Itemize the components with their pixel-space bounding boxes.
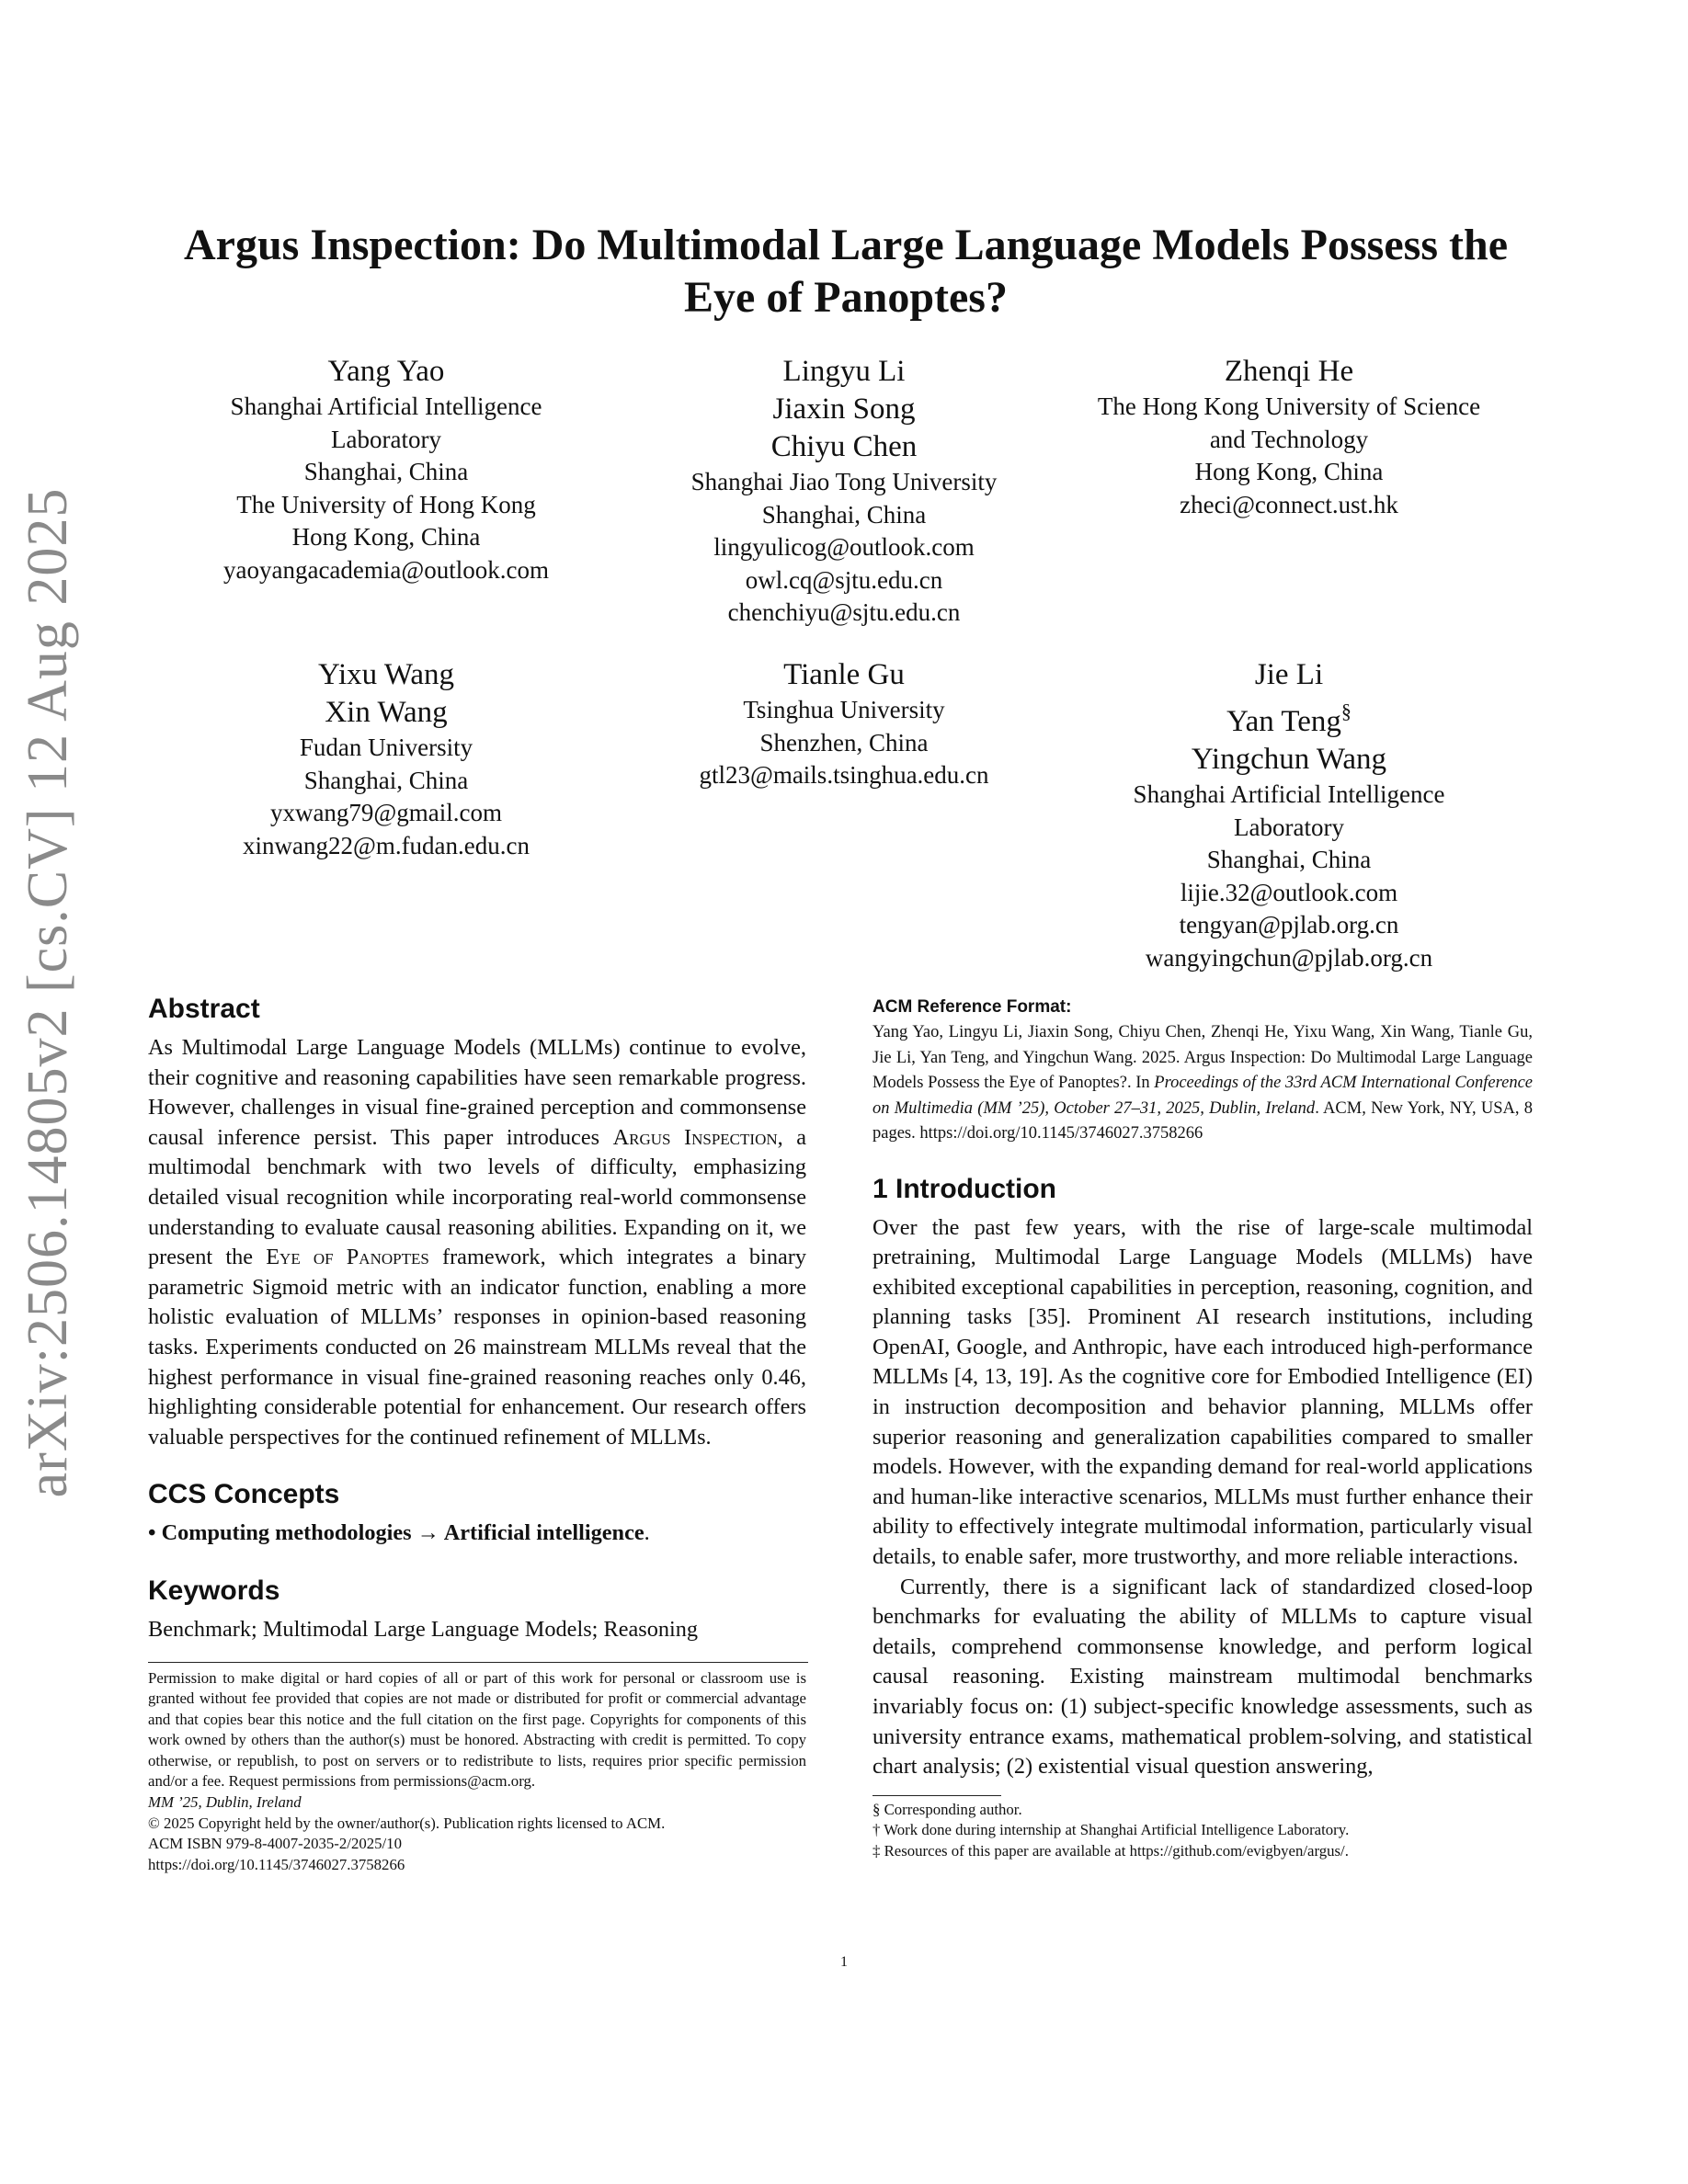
keywords-heading: Keywords xyxy=(148,1575,280,1606)
author-affiliation: The Hong Kong University of Science xyxy=(1097,392,1481,420)
author-affiliation: Fudan University xyxy=(299,734,473,761)
permission-text: Permission to make digital or hard copies of all or part of this work for personal or classroom use is granted without fee provided that copies are not made or distributed for profit or commercial advantage and that copies bear this notice and the full citation on the first page. Copyrights for components of this work owned by others than the author(s) must be honored. Abstracting with credit is permitted. To copy otherwise, or republish, to post on servers or to redistribute to lists, requires prior specific permission and/or a fee. Request permissions from permissions@acm.org. xyxy=(148,1668,806,1791)
author-email: owl.cq@sjtu.edu.cn xyxy=(745,565,943,594)
venue-text: MM ’25, Dublin, Ireland xyxy=(148,1793,302,1812)
author-affiliation: Tsinghua University xyxy=(743,696,945,723)
author-name: Lingyu Li xyxy=(782,355,906,388)
author-name-text: Yan Teng xyxy=(1226,705,1341,738)
author-block-4 xyxy=(165,656,607,862)
copyright-text: © 2025 Copyright held by the owner/author(s). Publication rights licensed to ACM. xyxy=(148,1814,666,1832)
author-location: Shanghai, China xyxy=(761,500,927,529)
abstract-text-part: As Multimodal Large Language Models (MLLMs) continue to evolve, their cognitive and reasoning capabilities have seen remarkable progress. However, challenges in visual fine-grained perception and commonsense causal inference persist. This paper introduces xyxy=(148,1035,806,1150)
author-affiliation: Shanghai Jiao Tong University xyxy=(690,468,998,495)
footnote: ‡ Resources of this paper are available at https://github.com/evigbyen/argus/. xyxy=(873,1841,1349,1860)
abstract-heading: Abstract xyxy=(148,994,260,1024)
keywords-text: Benchmark; Multimodal Large Language Models; Reasoning xyxy=(148,1616,699,1642)
author-block-3 xyxy=(1068,353,1510,521)
author-email: chenchiyu@sjtu.edu.cn xyxy=(727,598,961,626)
footnotes xyxy=(873,1800,1533,1862)
author-name: Jiaxin Song xyxy=(772,392,916,426)
ccs-concepts xyxy=(148,1519,806,1549)
author-location: Shenzhen, China xyxy=(759,728,929,756)
ccs-period: . xyxy=(644,1520,650,1546)
corresponding-author-mark: § xyxy=(1340,700,1352,722)
author-name: Jie Li xyxy=(1254,658,1324,691)
author-location: Hong Kong, China xyxy=(1194,458,1384,485)
author-name: Yixu Wang xyxy=(318,658,454,691)
ccs-bullet: • xyxy=(148,1520,156,1546)
permission-divider xyxy=(148,1662,808,1663)
permission-notice xyxy=(148,1668,806,1876)
author-affiliation: Shanghai Artificial Intelligence xyxy=(1133,780,1445,808)
footnote: § Corresponding author. xyxy=(873,1800,1022,1818)
footnote-divider xyxy=(873,1795,1001,1796)
introduction-paragraph: Over the past few years, with the rise of large-scale multimodal pretraining, Multimodal Large Language Models (MLLMs) have exhibited exceptional capabilities in perception, reasoning, cognition, and planning tasks [35]. Prominent AI research institutions, including OpenAI, Google, and Anthropic, have each introduced high-performance MLLMs [4, 13, 19]. As the cognitive core for Embodied Intelligence (EI) in instruction decomposition and behavior planning, MLLMs offer superior reasoning and generalization capabilities compared to smaller models. However, with the expanding demand for real-world applications and human-like interactive scenarios, MLLMs must further enhance their ability to effectively integrate multimodal information, particularly visual details, to enable safer, more trustworthy, and more reliable interactions. xyxy=(873,1214,1533,1570)
acm-reference-heading: ACM Reference Format: xyxy=(873,997,1072,1017)
author-affiliation: Laboratory xyxy=(1234,813,1344,841)
acm-reference-part: . ACM, New York, NY, USA, 8 pages. https://doi.org/10.1145/3746027.3758266 xyxy=(873,1098,1533,1143)
benchmark-name: Argus Inspection xyxy=(612,1124,778,1150)
author-affiliation: Laboratory xyxy=(331,425,441,453)
author-name: Tianle Gu xyxy=(783,658,905,691)
author-name: Zhenqi He xyxy=(1224,355,1354,388)
author-name: Xin Wang xyxy=(325,696,448,729)
author-block-5 xyxy=(623,656,1065,792)
author-name: Yang Yao xyxy=(327,355,445,388)
ccs-concept: Computing methodologies → Artificial intelligence xyxy=(161,1520,644,1546)
framework-name: Eye of Panoptes xyxy=(266,1245,429,1270)
author-email: wangyingchun@pjlab.org.cn xyxy=(1145,943,1433,972)
acm-reference-text xyxy=(873,1020,1533,1147)
page-number: 1 xyxy=(840,1954,848,1970)
author-location: Shanghai, China xyxy=(1206,846,1372,873)
author-location: Shanghai, China xyxy=(303,458,469,485)
paper-title: Argus Inspection: Do Multimodal Large Language Models Possess the Eye of Panoptes? xyxy=(183,221,1509,322)
author-email: xinwang22@m.fudan.edu.cn xyxy=(242,831,530,859)
abstract-text xyxy=(148,1033,806,1452)
author-email: gtl23@mails.tsinghua.edu.cn xyxy=(699,761,989,789)
arxiv-identifier-stamp: arXiv:2506.14805v2 [cs.CV] 12 Aug 2025 xyxy=(17,487,79,1498)
author-location: Shanghai, China xyxy=(303,766,469,794)
right-column xyxy=(873,995,1533,1862)
author-email: yxwang79@gmail.com xyxy=(269,799,503,826)
author-email: tengyan@pjlab.org.cn xyxy=(1179,911,1399,938)
abstract-text-part: , a multimodal benchmark with two levels of difficulty, emphasizing detailed visual recognition while incorporating real-world commonsense understanding to evaluate causal reasoning abilities. Expanding on it, we present the xyxy=(148,1124,806,1270)
doi-text: https://doi.org/10.1145/3746027.3758266 xyxy=(148,1855,405,1873)
acm-reference-part: Yang Yao, Lingyu Li, Jiaxin Song, Chiyu Chen, Zhenqi He, Yixu Wang, Xin Wang, Tianle Gu, Jie Li, Yan Teng, and Yingchun Wang. 2025. Argus Inspection: Do Multimodal Large Language Models Possess the Eye of Panoptes?. In xyxy=(873,1023,1533,1092)
acm-reference-proceedings: Proceedings of the 33rd ACM International Conference on Multimedia (MM ’25), October 27–31, 2025, Dublin, Ireland xyxy=(873,1074,1533,1118)
author-block-6 xyxy=(1068,656,1510,974)
author-block-1 xyxy=(165,353,607,586)
author-affiliation: and Technology xyxy=(1209,425,1369,453)
isbn-text: ACM ISBN 979-8-4007-2035-2/2025/10 xyxy=(148,1835,402,1853)
author-email: lingyulicog@outlook.com xyxy=(713,533,975,561)
author-name xyxy=(1068,694,1510,741)
author-email: zheci@connect.ust.hk xyxy=(1180,490,1398,518)
footnote: † Work done during internship at Shanghai Artificial Intelligence Laboratory. xyxy=(873,1821,1350,1839)
left-column xyxy=(148,991,806,1875)
author-name: Yingchun Wang xyxy=(1191,743,1387,776)
author-affiliation: The University of Hong Kong xyxy=(236,490,536,518)
author-location: Hong Kong, China xyxy=(291,523,481,551)
author-email: yaoyangacademia@outlook.com xyxy=(223,555,549,584)
introduction-heading: 1 Introduction xyxy=(873,1173,1056,1204)
abstract-text-part: framework, which integrates a binary parametric Sigmoid metric with an indicator function, enabling a more holistic evaluation of MLLMs’ responses in opinion-based reasoning tasks. Experiments conducted on 26 mainstream MLLMs reveal that the highest performance in visual fine-grained reasoning reaches only 0.46, highlighting considerable potential for enhancement. Our research offers valuable perspectives for the continued refinement of MLLMs. xyxy=(148,1245,807,1450)
author-email: lijie.32@outlook.com xyxy=(1180,878,1398,906)
author-block-2 xyxy=(623,353,1065,630)
author-name: Chiyu Chen xyxy=(770,430,918,463)
ccs-heading: CCS Concepts xyxy=(148,1479,340,1510)
introduction-paragraph: Currently, there is a significant lack of standardized closed-loop benchmarks for evaluating the ability of MLLMs to capture visual details, comprehend commonsense knowledge, and perform logical causal reasoning. Existing mainstream multimodal benchmarks invariably focus on: (1) subject-specific knowledge assessments, such as university entrance exams, mathematical problem-solving, and statistical chart analysis; (2) existential visual question answering, xyxy=(873,1574,1533,1780)
author-affiliation: Shanghai Artificial Intelligence xyxy=(230,392,542,420)
